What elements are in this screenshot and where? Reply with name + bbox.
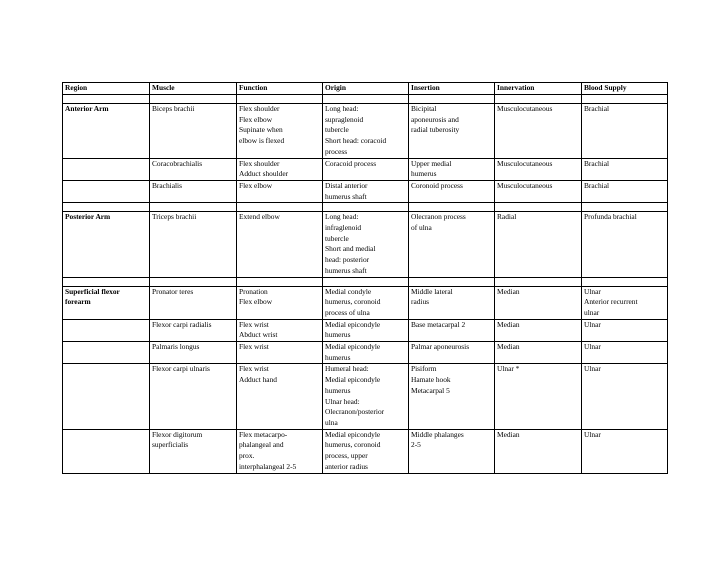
function-cell: [237, 429, 323, 473]
function-cell: [237, 158, 323, 180]
table-row: [63, 342, 668, 364]
insertion-cell: [409, 158, 495, 180]
cell-line: humerus, coronoid: [325, 440, 381, 450]
header-innervation: Innervation: [495, 83, 582, 95]
cell-line: Long head:: [325, 212, 359, 222]
cell-line: radial tuberosity: [411, 125, 460, 135]
blood-supply-cell: [582, 158, 668, 180]
cell-line: Triceps brachii: [152, 212, 197, 222]
innervation-cell: [495, 286, 582, 319]
table-body: [63, 95, 668, 474]
innervation-cell: [495, 212, 582, 277]
cell-line: Extend elbow: [239, 212, 280, 222]
origin-cell: [323, 319, 409, 341]
cell-line: Bicipital: [411, 104, 437, 113]
cell-line: Abduct wrist: [239, 330, 278, 340]
cell-line: Flex elbow: [239, 180, 273, 190]
cell-line: phalangeal and: [239, 440, 284, 450]
cell-line: Posterior Arm: [65, 212, 111, 222]
cell-line: Short and medial: [325, 244, 376, 254]
cell-line: aponeurosis and: [411, 114, 459, 124]
cell-line: Brachial: [584, 104, 610, 113]
cell-line: Ulnar: [584, 319, 601, 329]
region-spacer-row: [63, 203, 668, 212]
innervation-cell: [495, 104, 582, 159]
muscle-cell: [150, 104, 237, 159]
cell-line: Ulnar: [584, 429, 601, 439]
cell-line: Flexor carpi radialis: [152, 319, 212, 329]
blood-supply-cell: [582, 180, 668, 202]
cell-line: Upper medial: [411, 158, 452, 168]
cell-line: ulna: [325, 417, 338, 427]
muscle-cell: [150, 212, 237, 277]
insertion-cell: [409, 104, 495, 159]
cell-line: Medial epicondyle: [325, 342, 381, 352]
cell-line: Flex elbow: [239, 114, 273, 124]
table-row: [63, 212, 668, 277]
cell-line: Pisiform: [411, 364, 437, 374]
cell-line: Olecranon/posterior: [325, 407, 385, 417]
cell-line: humerus, coronoid: [325, 297, 381, 307]
cell-line: Flexor carpi ulnaris: [152, 364, 210, 374]
cell-line: Pronator teres: [152, 286, 194, 296]
cell-line: Flex wrist: [239, 364, 269, 374]
region-spacer-row: [63, 277, 668, 286]
cell-line: 2-5: [411, 440, 421, 450]
cell-line: Adduct shoulder: [239, 169, 289, 179]
blood-supply-cell: [582, 319, 668, 341]
muscle-cell: [150, 286, 237, 319]
header-blood-supply: Blood Supply: [582, 83, 668, 95]
muscle-cell: [150, 319, 237, 341]
spacer-cell: [495, 95, 582, 104]
cell-line: Brachial: [584, 158, 610, 168]
muscle-cell: [150, 364, 237, 429]
cell-line: Flex wrist: [239, 319, 269, 329]
cell-line: Flex shoulder: [239, 158, 280, 168]
cell-line: supraglenoid: [325, 114, 364, 124]
cell-line: Long head:: [325, 104, 359, 113]
cell-line: interphalangeal 2-5: [239, 461, 297, 471]
cell-line: Superficial flexor: [65, 286, 120, 296]
spacer-cell: [409, 277, 495, 286]
spacer-cell: [63, 277, 150, 286]
spacer-cell: [150, 203, 237, 212]
header-region: Region: [63, 83, 150, 95]
cell-line: Musculocutaneous: [497, 180, 553, 190]
cell-line: Middle lateral: [411, 286, 453, 296]
innervation-cell: [495, 342, 582, 364]
insertion-cell: [409, 286, 495, 319]
cell-line: superficialis: [152, 440, 189, 450]
muscle-cell: [150, 429, 237, 473]
cell-line: humerus: [325, 352, 351, 362]
muscle-cell: [150, 180, 237, 202]
cell-line: Medial epicondyle: [325, 319, 381, 329]
region-cell: [63, 212, 150, 277]
cell-line: Anterior recurrent: [584, 297, 638, 307]
header-origin: Origin: [323, 83, 409, 95]
innervation-cell: [495, 180, 582, 202]
cell-line: Brachialis: [152, 180, 182, 190]
cell-line: Median: [497, 286, 520, 296]
function-cell: [237, 319, 323, 341]
insertion-cell: [409, 212, 495, 277]
origin-cell: [323, 104, 409, 159]
region-cell: [63, 158, 150, 180]
cell-line: prox.: [239, 451, 255, 461]
region-cell: [63, 429, 150, 473]
cell-line: Ulnar *: [497, 364, 520, 374]
cell-line: Pronation: [239, 286, 268, 296]
cell-line: Radial: [497, 212, 517, 222]
cell-line: Palmaris longus: [152, 342, 200, 352]
insertion-cell: [409, 319, 495, 341]
insertion-cell: [409, 429, 495, 473]
cell-line: Coronoid process: [411, 180, 463, 190]
cell-line: infraglenoid: [325, 223, 362, 233]
function-cell: [237, 364, 323, 429]
cell-line: elbow is flexed: [239, 136, 285, 146]
cell-line: of ulna: [411, 223, 432, 233]
cell-line: Anterior Arm: [65, 104, 109, 113]
function-cell: [237, 104, 323, 159]
blood-supply-cell: [582, 104, 668, 159]
cell-line: humerus: [411, 169, 437, 179]
spacer-cell: [582, 277, 668, 286]
cell-line: Profunda brachial: [584, 212, 637, 222]
spacer-cell: [409, 95, 495, 104]
region-cell: [63, 342, 150, 364]
table-row: [63, 180, 668, 202]
table-row: [63, 429, 668, 473]
cell-line: Flex metacarpo-: [239, 429, 288, 439]
spacer-cell: [323, 203, 409, 212]
cell-line: Metacarpal 5: [411, 385, 450, 395]
table-row: [63, 319, 668, 341]
spacer-cell: [495, 277, 582, 286]
spacer-cell: [582, 203, 668, 212]
cell-line: Medial epicondyle: [325, 375, 381, 385]
header-muscle: Muscle: [150, 83, 237, 95]
blood-supply-cell: [582, 364, 668, 429]
insertion-cell: [409, 364, 495, 429]
cell-line: Flex wrist: [239, 342, 269, 352]
origin-cell: [323, 212, 409, 277]
spacer-cell: [63, 203, 150, 212]
origin-cell: [323, 180, 409, 202]
innervation-cell: [495, 319, 582, 341]
function-cell: [237, 286, 323, 319]
cell-line: humerus shaft: [325, 191, 367, 201]
cell-line: Ulnar: [584, 342, 601, 352]
cell-line: Humeral head:: [325, 364, 369, 374]
origin-cell: [323, 286, 409, 319]
cell-line: Median: [497, 319, 520, 329]
insertion-cell: [409, 180, 495, 202]
cell-line: Median: [497, 429, 520, 439]
spacer-cell: [323, 95, 409, 104]
cell-line: Coracobrachialis: [152, 158, 203, 168]
header-function: Function: [237, 83, 323, 95]
region-cell: [63, 104, 150, 159]
header-row: [63, 83, 668, 95]
blood-supply-cell: [582, 212, 668, 277]
cell-line: humerus: [325, 385, 351, 395]
table-row: [63, 158, 668, 180]
spacer-cell: [237, 277, 323, 286]
insertion-cell: [409, 342, 495, 364]
cell-line: Supinate when: [239, 125, 283, 135]
cell-line: Flexor digitorum: [152, 429, 203, 439]
region-cell: [63, 180, 150, 202]
origin-cell: [323, 158, 409, 180]
innervation-cell: [495, 429, 582, 473]
table-row: [63, 286, 668, 319]
blood-supply-cell: [582, 342, 668, 364]
cell-line: Middle phalanges: [411, 429, 464, 439]
muscle-cell: [150, 342, 237, 364]
spacer-cell: [150, 95, 237, 104]
function-cell: [237, 212, 323, 277]
cell-line: Musculocutaneous: [497, 104, 553, 113]
origin-cell: [323, 429, 409, 473]
cell-line: ulnar: [584, 307, 600, 317]
spacer-cell: [495, 203, 582, 212]
cell-line: Short head: coracoid: [325, 136, 387, 146]
function-cell: [237, 342, 323, 364]
cell-line: Palmar aponeurosis: [411, 342, 470, 352]
cell-line: anterior radius: [325, 461, 368, 471]
cell-line: process of ulna: [325, 307, 370, 317]
cell-line: radius: [411, 297, 430, 307]
cell-line: Coracoid process: [325, 158, 377, 168]
muscle-cell: [150, 158, 237, 180]
innervation-cell: [495, 158, 582, 180]
cell-line: Hamate hook: [411, 375, 451, 385]
cell-line: Flex shoulder: [239, 104, 280, 113]
cell-line: Flex elbow: [239, 297, 273, 307]
cell-line: Distal anterior: [325, 180, 368, 190]
region-cell: [63, 319, 150, 341]
cell-line: process, upper: [325, 451, 368, 461]
cell-line: Medial epicondyle: [325, 429, 381, 439]
header-insertion: Insertion: [409, 83, 495, 95]
cell-line: Brachial: [584, 180, 610, 190]
region-cell: [63, 364, 150, 429]
cell-line: process: [325, 146, 348, 156]
function-cell: [237, 180, 323, 202]
cell-line: forearm: [65, 297, 91, 307]
region-cell: [63, 286, 150, 319]
cell-line: Median: [497, 342, 520, 352]
cell-line: Ulnar: [584, 364, 601, 374]
cell-line: Base metacarpal 2: [411, 319, 466, 329]
cell-line: Medial condyle: [325, 286, 372, 296]
origin-cell: [323, 364, 409, 429]
spacer-cell: [63, 95, 150, 104]
spacer-cell: [237, 95, 323, 104]
blood-supply-cell: [582, 429, 668, 473]
cell-line: Ulnar: [584, 286, 601, 296]
header-spacer-row: [63, 95, 668, 104]
table-row: [63, 364, 668, 429]
cell-line: head: posterior: [325, 255, 370, 265]
cell-line: tubercle: [325, 233, 349, 243]
innervation-cell: [495, 364, 582, 429]
cell-line: humerus shaft: [325, 265, 367, 275]
cell-line: Adduct hand: [239, 375, 277, 385]
blood-supply-cell: [582, 286, 668, 319]
spacer-cell: [323, 277, 409, 286]
cell-line: tubercle: [325, 125, 349, 135]
muscle-table: [62, 82, 668, 474]
cell-line: Ulnar head:: [325, 396, 360, 406]
cell-line: Biceps brachii: [152, 104, 195, 113]
cell-line: Musculocutaneous: [497, 158, 553, 168]
cell-line: Olecranon process: [411, 212, 466, 222]
spacer-cell: [582, 95, 668, 104]
cell-line: humerus: [325, 330, 351, 340]
spacer-cell: [409, 203, 495, 212]
spacer-cell: [150, 277, 237, 286]
spacer-cell: [237, 203, 323, 212]
origin-cell: [323, 342, 409, 364]
table-row: [63, 104, 668, 159]
